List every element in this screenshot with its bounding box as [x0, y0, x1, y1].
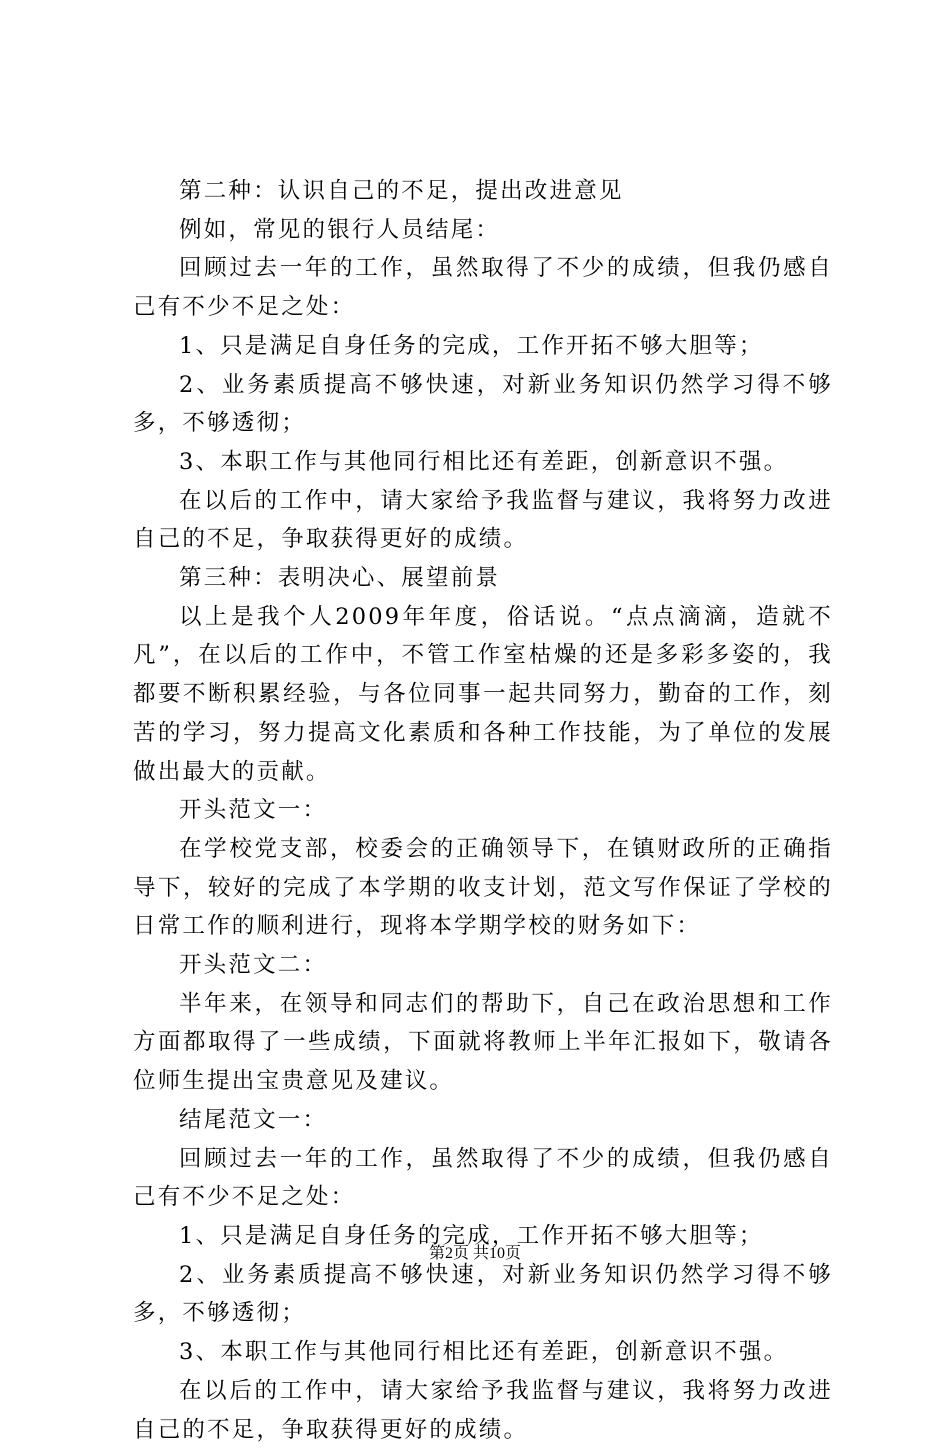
paragraph: 开头范文一：	[179, 797, 328, 824]
paragraph: 结尾范文一：	[179, 1106, 328, 1133]
paragraph: 半年来，在领导和同志们的帮助下，自己在政治思想和工作方面都取得了一些成绩，下面就将教师上半年汇报如下，敬请各位师生提出宝贵意见及建议。	[133, 990, 833, 1095]
paragraph: 第二种：认识自己的不足，提出改进意见	[179, 178, 624, 204]
page-number-label: 第2页 共10页	[428, 1245, 521, 1262]
paragraph: 回顾过去一年的工作，虽然取得了不少的成绩，但我仍感自己有不少不足之处：	[133, 1145, 833, 1211]
paragraph: 1、只是满足自身任务的完成，工作开拓不够大胆等；	[179, 1222, 764, 1249]
paragraph: 例如，常见的银行人员结尾：	[179, 216, 501, 243]
paragraph: 回顾过去一年的工作，虽然取得了不少的成绩，但我仍感自己有不少不足之处：	[133, 255, 833, 321]
paragraph: 3、本职工作与其他同行相比还有差距，创新意识不强。	[179, 1339, 789, 1366]
paragraph: 第三种：表明决心、展望前景	[179, 565, 501, 592]
paragraph: 3、本职工作与其他同行相比还有差距，创新意识不强。	[179, 448, 789, 475]
paragraph: 在以后的工作中，请大家给予我监督与建议，我将努力改进自己的不足，争取获得更好的成绩。	[133, 487, 833, 553]
paragraph: 以上是我个人2009年年度，俗话说。“点点滴滴，造就不凡”，在以后的工作中，不管工作室枯燥的还是多彩多姿的，我都要不断积累经验，与各位同事一起共同努力，勤奋的工作，刻苦的学习，努力提高文化素质和各种工作技能，为了单位的发展做出最大的贡献。	[133, 603, 833, 785]
paragraph: 在学校党支部，校委会的正确领导下，在镇财政所的正确指导下，较好的完成了本学期的收支计划，范文写作保证了学校的日常工作的顺利进行，现将本学期学校的财务如下：	[133, 835, 833, 940]
paragraph: 2、业务素质提高不够快速，对新业务知识仍然学习得不够多，不够透彻；	[133, 371, 833, 437]
paragraph: 开头范文二：	[179, 952, 328, 979]
paragraph: 2、业务素质提高不够快速，对新业务知识仍然学习得不够多，不够透彻；	[133, 1261, 833, 1327]
paragraph: 在以后的工作中，请大家给予我监督与建议，我将努力改进自己的不足，争取获得更好的成绩。	[133, 1377, 833, 1443]
paragraph: 1、只是满足自身任务的完成，工作开拓不够大胆等；	[179, 332, 764, 359]
page-footer	[0, 1244, 950, 1264]
